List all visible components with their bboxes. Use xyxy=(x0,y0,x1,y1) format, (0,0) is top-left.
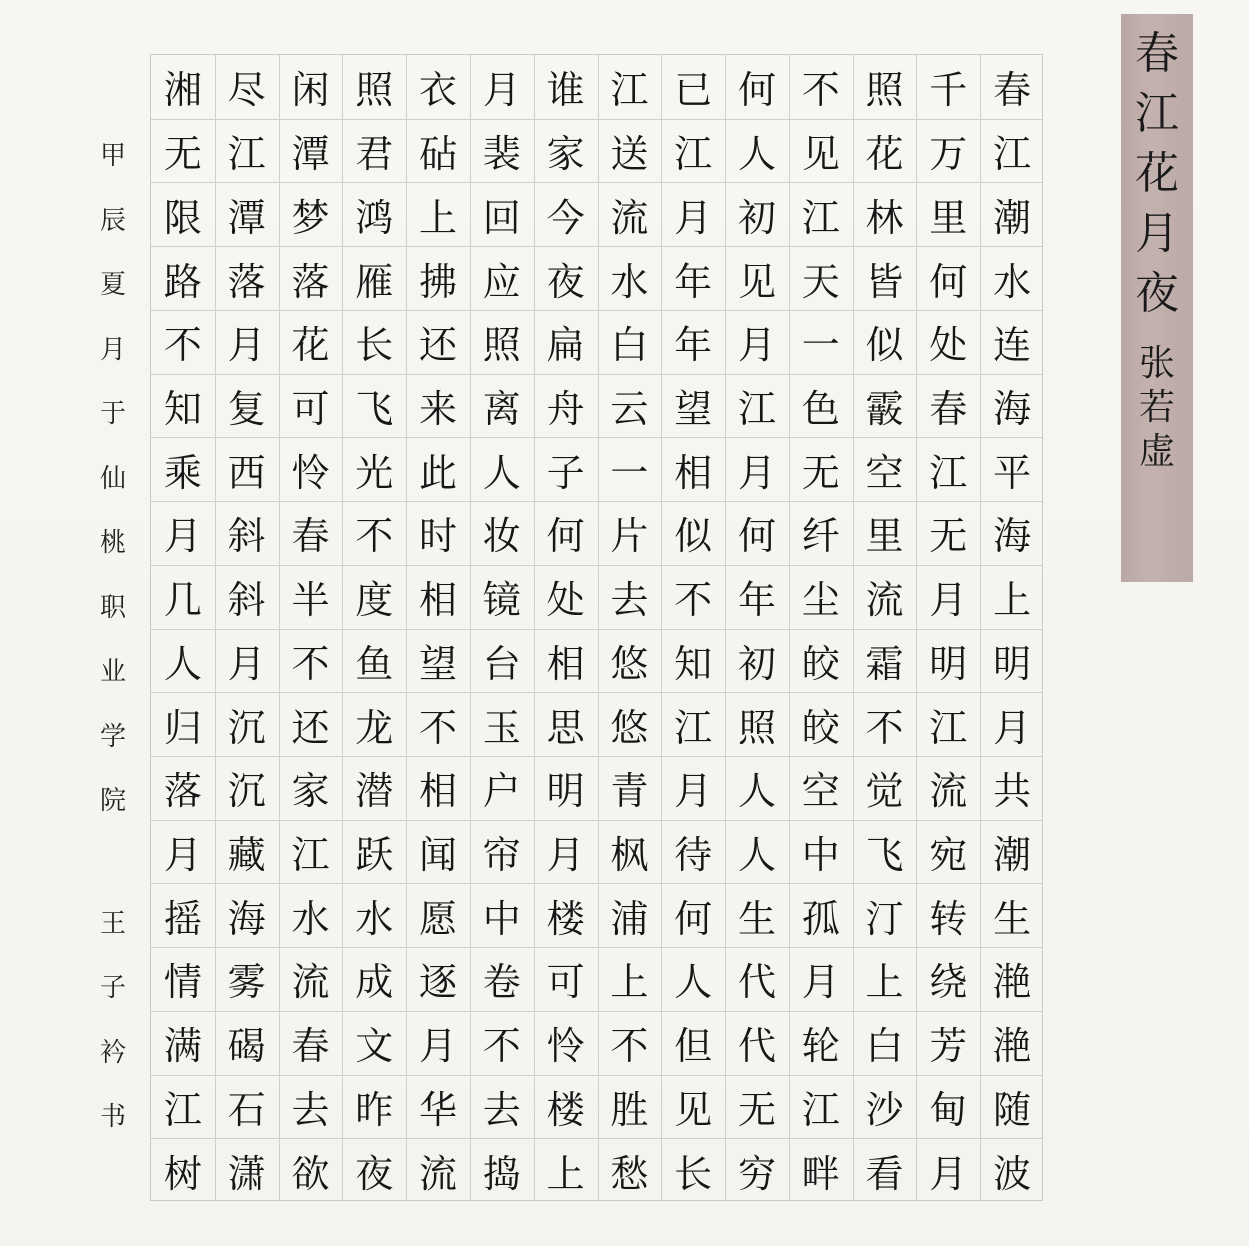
poem-char: 子 xyxy=(546,450,585,495)
poem-char: 情 xyxy=(163,960,202,1005)
text-column xyxy=(598,55,662,1202)
text-column xyxy=(215,55,279,1202)
poem-char: 天 xyxy=(801,259,840,304)
poem-char: 明 xyxy=(546,769,585,814)
poem-char: 乘 xyxy=(163,450,202,495)
poem-char: 碣 xyxy=(227,1024,266,1069)
poem-char: 可 xyxy=(546,960,585,1005)
inscription-char: 学 xyxy=(99,721,126,752)
inscription-date-place xyxy=(100,124,126,834)
poem-char: 复 xyxy=(227,386,266,431)
poem-char: 昨 xyxy=(355,1087,394,1132)
text-column xyxy=(725,55,789,1202)
poem-char: 逐 xyxy=(419,960,458,1005)
poem-char: 望 xyxy=(419,641,458,686)
poem-char: 不 xyxy=(482,1024,521,1069)
poem-char: 不 xyxy=(610,1024,649,1069)
poem-char: 明 xyxy=(993,641,1032,686)
poem-char: 流 xyxy=(929,769,968,814)
poem-char: 思 xyxy=(546,705,585,750)
poem-char: 月 xyxy=(929,1151,968,1196)
poem-char: 楼 xyxy=(546,1087,585,1132)
poem-char: 镜 xyxy=(482,578,521,623)
poem-char: 皆 xyxy=(865,259,904,304)
text-column xyxy=(853,55,917,1202)
poem-char: 江 xyxy=(801,195,840,240)
poem-char: 照 xyxy=(737,705,776,750)
poem-title-char: 夜 xyxy=(1135,268,1179,319)
poem-char: 相 xyxy=(546,641,585,686)
poem-char: 离 xyxy=(482,386,521,431)
poem-char: 月 xyxy=(737,450,776,495)
poem-char: 户 xyxy=(482,769,521,814)
text-column xyxy=(151,55,215,1202)
poem-char: 绕 xyxy=(929,960,968,1005)
signature-char: 子 xyxy=(99,973,126,1003)
poem-char: 纤 xyxy=(801,514,840,559)
poem-char: 家 xyxy=(546,132,585,177)
poem-char: 月 xyxy=(227,641,266,686)
poem-char: 相 xyxy=(419,578,458,623)
poem-char: 不 xyxy=(291,641,330,686)
poem-char: 何 xyxy=(929,259,968,304)
poem-char: 潜 xyxy=(355,769,394,814)
poem-char: 斜 xyxy=(227,514,266,559)
poem-char: 捣 xyxy=(482,1151,521,1196)
poem-char: 应 xyxy=(482,259,521,304)
poem-char: 帘 xyxy=(482,833,521,878)
poem-char: 怜 xyxy=(291,450,330,495)
poem-char: 可 xyxy=(291,386,330,431)
poem-char: 甸 xyxy=(929,1087,968,1132)
poem-char: 花 xyxy=(291,323,330,368)
poem-char: 水 xyxy=(610,259,649,304)
poem-author xyxy=(1139,342,1175,474)
poem-char: 春 xyxy=(929,386,968,431)
poem-char: 时 xyxy=(419,514,458,559)
poem-char: 沙 xyxy=(865,1087,904,1132)
poem-char: 君 xyxy=(355,132,394,177)
poem-char: 一 xyxy=(801,323,840,368)
poem-char: 欲 xyxy=(291,1151,330,1196)
poem-char: 江 xyxy=(674,705,713,750)
poem-char: 跃 xyxy=(355,833,394,878)
poem-char: 江 xyxy=(227,132,266,177)
poem-char: 夜 xyxy=(546,259,585,304)
poem-char: 潭 xyxy=(227,195,266,240)
poem-char: 人 xyxy=(674,960,713,1005)
poem-char: 沉 xyxy=(227,769,266,814)
poem-char: 归 xyxy=(163,705,202,750)
poem-char: 长 xyxy=(674,1151,713,1196)
poem-char: 月 xyxy=(993,705,1032,750)
poem-char: 文 xyxy=(355,1024,394,1069)
poem-char: 飞 xyxy=(865,833,904,878)
poem-char: 皎 xyxy=(801,705,840,750)
poem-char: 中 xyxy=(482,896,521,941)
poem-char: 几 xyxy=(163,578,202,623)
text-column xyxy=(470,55,534,1202)
poem-char: 代 xyxy=(737,960,776,1005)
poem-char: 梦 xyxy=(291,195,330,240)
poem-char: 片 xyxy=(610,514,649,559)
poem-char: 处 xyxy=(546,578,585,623)
poem-char: 长 xyxy=(355,323,394,368)
poem-char: 青 xyxy=(610,769,649,814)
inscription-char: 仙 xyxy=(99,463,126,494)
poem-char: 不 xyxy=(865,705,904,750)
poem-char: 斜 xyxy=(227,578,266,623)
poem-char: 看 xyxy=(865,1151,904,1196)
poem-char: 江 xyxy=(993,132,1032,177)
poem-char: 江 xyxy=(163,1087,202,1132)
poem-char: 落 xyxy=(163,769,202,814)
poem-char: 平 xyxy=(993,450,1032,495)
poem-char: 生 xyxy=(993,896,1032,941)
poem-char: 裴 xyxy=(482,132,521,177)
poem-title-char: 月 xyxy=(1135,208,1179,259)
poem-char: 见 xyxy=(801,132,840,177)
poem-char: 西 xyxy=(227,450,266,495)
poem-char: 生 xyxy=(737,896,776,941)
poem-char: 上 xyxy=(610,960,649,1005)
poem-char: 舟 xyxy=(546,386,585,431)
text-column xyxy=(789,55,853,1202)
poem-char: 雾 xyxy=(227,960,266,1005)
poem-title-char: 春 xyxy=(1135,28,1179,79)
inscription-char: 业 xyxy=(99,657,126,687)
poem-char: 悠 xyxy=(610,641,649,686)
poem-char: 尽 xyxy=(227,68,266,113)
poem-char: 初 xyxy=(737,195,776,240)
poem-char: 皎 xyxy=(801,641,840,686)
text-column xyxy=(534,55,598,1202)
poem-char: 沉 xyxy=(227,705,266,750)
poem-char: 鱼 xyxy=(355,641,394,686)
poem-char: 上 xyxy=(546,1151,585,1196)
poem-char: 代 xyxy=(737,1024,776,1069)
text-column xyxy=(406,55,470,1202)
poem-char: 随 xyxy=(993,1087,1032,1132)
poem-char: 万 xyxy=(929,132,968,177)
text-column xyxy=(980,55,1044,1202)
poem-char: 回 xyxy=(482,195,521,240)
poem-char: 流 xyxy=(291,960,330,1005)
poem-char: 滟 xyxy=(993,960,1032,1005)
poem-char: 还 xyxy=(419,323,458,368)
poem-char: 满 xyxy=(163,1024,202,1069)
poem-char: 宛 xyxy=(929,833,968,878)
poem-char: 霜 xyxy=(865,641,904,686)
inscription-char: 甲 xyxy=(99,141,126,171)
inscription-char: 桃 xyxy=(99,528,126,558)
poem-char: 已 xyxy=(674,68,713,113)
poem-char: 轮 xyxy=(801,1024,840,1069)
poem-char: 不 xyxy=(163,323,202,368)
poem-char: 衣 xyxy=(419,68,458,113)
poem-author-char: 张 xyxy=(1138,343,1175,384)
poem-char: 藏 xyxy=(227,833,266,878)
poem-char: 明 xyxy=(929,641,968,686)
poem-char: 年 xyxy=(674,323,713,368)
poem-char: 林 xyxy=(865,195,904,240)
poem-char: 不 xyxy=(674,578,713,623)
poem-char: 飞 xyxy=(355,386,394,431)
poem-char: 夜 xyxy=(355,1151,394,1196)
poem-char: 石 xyxy=(227,1087,266,1132)
poem-char: 雁 xyxy=(355,259,394,304)
poem-char: 谁 xyxy=(546,68,585,113)
poem-char: 何 xyxy=(737,68,776,113)
inscription xyxy=(88,124,138,1150)
poem-char: 花 xyxy=(865,132,904,177)
poem-char: 江 xyxy=(610,68,649,113)
poem-char: 此 xyxy=(419,450,458,495)
poem-char: 人 xyxy=(482,450,521,495)
poem-char: 江 xyxy=(737,386,776,431)
poem-char: 色 xyxy=(801,386,840,431)
poem-char: 成 xyxy=(355,960,394,1005)
text-column xyxy=(661,55,725,1202)
poem-char: 流 xyxy=(419,1151,458,1196)
poem-char: 人 xyxy=(737,769,776,814)
poem-char: 待 xyxy=(674,833,713,878)
poem-char: 穷 xyxy=(737,1151,776,1196)
poem-char: 去 xyxy=(610,578,649,623)
poem-char: 人 xyxy=(737,132,776,177)
poem-char: 落 xyxy=(227,259,266,304)
poem-char: 水 xyxy=(355,896,394,941)
poem-char: 月 xyxy=(419,1024,458,1069)
poem-char: 知 xyxy=(163,386,202,431)
poem-char: 流 xyxy=(610,195,649,240)
poem-char: 上 xyxy=(865,960,904,1005)
poem-char: 拂 xyxy=(419,259,458,304)
poem-title-char: 花 xyxy=(1135,148,1179,199)
poem-char: 孤 xyxy=(801,896,840,941)
poem-char: 中 xyxy=(801,833,840,878)
poem-char: 连 xyxy=(993,323,1032,368)
poem-char: 去 xyxy=(482,1087,521,1132)
poem-char: 转 xyxy=(929,896,968,941)
title-strip xyxy=(1121,14,1193,582)
inscription-char: 月 xyxy=(99,334,126,365)
text-column xyxy=(279,55,343,1202)
text-column xyxy=(916,55,980,1202)
poem-char: 潭 xyxy=(291,132,330,177)
poem-char: 潇 xyxy=(227,1151,266,1196)
poem-char: 江 xyxy=(291,833,330,878)
poem-char: 月 xyxy=(482,68,521,113)
poem-title xyxy=(1135,24,1179,324)
poem-char: 处 xyxy=(929,323,968,368)
poem-char: 何 xyxy=(546,514,585,559)
poem-char: 扁 xyxy=(546,323,585,368)
poem-char: 枫 xyxy=(610,833,649,878)
signature-char: 王 xyxy=(99,908,126,939)
poem-char: 湘 xyxy=(163,68,202,113)
poem-char: 不 xyxy=(419,705,458,750)
poem-char: 月 xyxy=(546,833,585,878)
poem-char: 滟 xyxy=(993,1024,1032,1069)
poem-char: 望 xyxy=(674,386,713,431)
poem-char: 照 xyxy=(355,68,394,113)
poem-char: 砧 xyxy=(419,132,458,177)
poem-char: 空 xyxy=(865,450,904,495)
poem-char: 见 xyxy=(674,1087,713,1132)
poem-char: 不 xyxy=(355,514,394,559)
poem-char: 路 xyxy=(163,259,202,304)
poem-char: 台 xyxy=(482,641,521,686)
poem-char: 落 xyxy=(291,259,330,304)
poem-char: 月 xyxy=(163,514,202,559)
poem-char: 闲 xyxy=(291,68,330,113)
poem-char: 无 xyxy=(737,1087,776,1132)
poem-char: 月 xyxy=(929,578,968,623)
poem-char: 悠 xyxy=(610,705,649,750)
poem-char: 月 xyxy=(674,195,713,240)
poem-char: 见 xyxy=(737,259,776,304)
poem-char: 鸿 xyxy=(355,195,394,240)
poem-char: 月 xyxy=(163,833,202,878)
poem-char: 知 xyxy=(674,641,713,686)
poem-char: 月 xyxy=(227,323,266,368)
poem-char: 春 xyxy=(291,514,330,559)
poem-char: 玉 xyxy=(482,705,521,750)
poem-char: 月 xyxy=(801,960,840,1005)
poem-char: 何 xyxy=(737,514,776,559)
poem-char: 半 xyxy=(291,578,330,623)
poem-char: 华 xyxy=(419,1087,458,1132)
poem-char: 海 xyxy=(993,514,1032,559)
poem-char: 波 xyxy=(993,1151,1032,1196)
poem-char: 上 xyxy=(419,195,458,240)
calligraphy-grid xyxy=(150,54,1043,1201)
poem-char: 流 xyxy=(865,578,904,623)
poem-char: 照 xyxy=(865,68,904,113)
poem-char: 海 xyxy=(227,896,266,941)
poem-char: 年 xyxy=(737,578,776,623)
poem-char: 胜 xyxy=(610,1087,649,1132)
poem-char: 芳 xyxy=(929,1024,968,1069)
poem-char: 白 xyxy=(610,323,649,368)
poem-char: 限 xyxy=(163,195,202,240)
poem-char: 何 xyxy=(674,896,713,941)
poem-char: 水 xyxy=(993,259,1032,304)
poem-char: 春 xyxy=(291,1024,330,1069)
signature-char: 衿 xyxy=(99,1037,126,1068)
poem-char: 龙 xyxy=(355,705,394,750)
poem-char: 畔 xyxy=(801,1151,840,1196)
poem-char: 水 xyxy=(291,896,330,941)
poem-char: 怜 xyxy=(546,1024,585,1069)
inscription-char: 职 xyxy=(99,592,126,623)
inscription-char: 院 xyxy=(99,786,126,816)
poem-char: 白 xyxy=(865,1024,904,1069)
poem-author-char: 若 xyxy=(1138,387,1175,428)
poem-char: 浦 xyxy=(610,896,649,941)
poem-author-char: 虚 xyxy=(1138,431,1175,472)
poem-char: 江 xyxy=(929,450,968,495)
signature-char: 书 xyxy=(99,1102,126,1132)
poem-char: 月 xyxy=(737,323,776,368)
poem-char: 共 xyxy=(993,769,1032,814)
inscription-char: 于 xyxy=(99,399,126,429)
poem-char: 去 xyxy=(291,1087,330,1132)
poem-char: 照 xyxy=(482,323,521,368)
poem-char: 上 xyxy=(993,578,1032,623)
poem-char: 妆 xyxy=(482,514,521,559)
poem-char: 来 xyxy=(419,386,458,431)
poem-title-char: 江 xyxy=(1135,88,1179,139)
poem-char: 云 xyxy=(610,386,649,431)
poem-char: 树 xyxy=(163,1151,202,1196)
poem-char: 江 xyxy=(929,705,968,750)
poem-char: 愿 xyxy=(419,896,458,941)
poem-char: 相 xyxy=(674,450,713,495)
poem-char: 楼 xyxy=(546,896,585,941)
poem-char: 无 xyxy=(801,450,840,495)
poem-char: 潮 xyxy=(993,833,1032,878)
poem-char: 无 xyxy=(163,132,202,177)
poem-char: 海 xyxy=(993,386,1032,431)
poem-char: 今 xyxy=(546,195,585,240)
poem-char: 还 xyxy=(291,705,330,750)
poem-char: 里 xyxy=(929,195,968,240)
poem-char: 似 xyxy=(674,514,713,559)
poem-char: 但 xyxy=(674,1024,713,1069)
poem-char: 千 xyxy=(929,68,968,113)
poem-char: 家 xyxy=(291,769,330,814)
poem-char: 一 xyxy=(610,450,649,495)
poem-char: 度 xyxy=(355,578,394,623)
text-column xyxy=(342,55,406,1202)
poem-char: 光 xyxy=(355,450,394,495)
poem-char: 人 xyxy=(163,641,202,686)
poem-char: 似 xyxy=(865,323,904,368)
poem-char: 摇 xyxy=(163,896,202,941)
poem-char: 初 xyxy=(737,641,776,686)
poem-char: 送 xyxy=(610,132,649,177)
poem-char: 里 xyxy=(865,514,904,559)
poem-char: 月 xyxy=(674,769,713,814)
poem-char: 愁 xyxy=(610,1151,649,1196)
inscription-char: 辰 xyxy=(99,205,126,236)
poem-char: 江 xyxy=(801,1087,840,1132)
inscription-char: 夏 xyxy=(99,270,126,300)
poem-char: 空 xyxy=(801,769,840,814)
poem-char: 江 xyxy=(674,132,713,177)
poem-char: 相 xyxy=(419,769,458,814)
poem-char: 无 xyxy=(929,514,968,559)
poem-char: 不 xyxy=(801,68,840,113)
poem-char: 潮 xyxy=(993,195,1032,240)
poem-char: 卷 xyxy=(482,960,521,1005)
poem-char: 年 xyxy=(674,259,713,304)
poem-char: 觉 xyxy=(865,769,904,814)
poem-char: 尘 xyxy=(801,578,840,623)
poem-char: 春 xyxy=(993,68,1032,113)
poem-char: 汀 xyxy=(865,896,904,941)
poem-char: 闻 xyxy=(419,833,458,878)
poem-char: 人 xyxy=(737,833,776,878)
poem-char: 霰 xyxy=(865,386,904,431)
inscription-signature xyxy=(100,892,126,1150)
